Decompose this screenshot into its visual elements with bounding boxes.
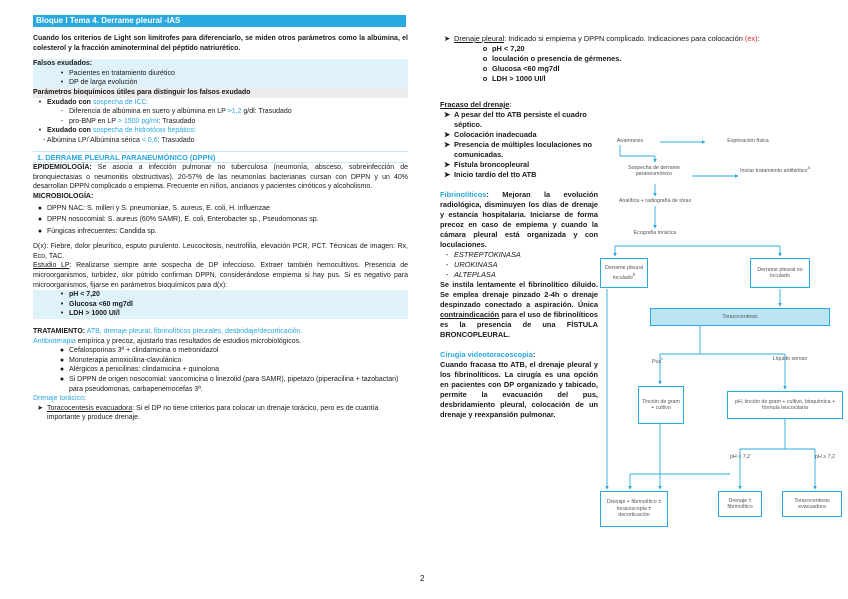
flow-ecografia: Ecografía torácica	[633, 230, 677, 236]
cirugia-paragraph: Cuando fracasa tto ATB, el drenaje pleural y los fibrinolíticos. La cirugía es una opción en pacientes con DP organizado y tabicado, permite la evacuación del pus, desbridamiento pleural, colocación de un drenaje y reexpansión pulmonar.	[440, 360, 598, 419]
falsos-title: Falsos exudados:	[33, 60, 93, 68]
flow-ph-ge: pH ≥ 7,2	[815, 454, 835, 460]
hep-heading: • Exudado con sospecha de hidrotórax hepático:	[38, 127, 197, 135]
list-item: ● Monoterapia amoxicilina-clavulánico	[59, 356, 182, 364]
list-item: ➤ Inicio tardío del tto ATB	[443, 170, 537, 179]
list-item: - Diferencia de albúmina en suero y albúmina en LP >1,2 g/dl: Trasudado	[60, 108, 292, 116]
flow-anamnesis: Anamnesis	[616, 138, 644, 144]
fracaso-title: Fracaso del drenaje:	[440, 100, 512, 109]
bioquimica-block	[33, 290, 408, 319]
list-item: ● DPPN nosocomial: S. aureus (60% SAMR), E. coli, Enterobacter sp., Pseudomonas sp.	[37, 216, 319, 224]
flow-ph-box: pH, tinción de gram + cultivo, bioquímica + fórmula leucocitaria	[727, 391, 843, 419]
right-narrow-column	[440, 100, 598, 420]
parametros-title: Parámetros bioquímicos útiles para distinguir los falsos exudado	[33, 88, 408, 98]
flow-loculado: Derrame pleural loculado$^b$	[600, 258, 648, 288]
estudio-paragraph: Estudio LP: Realizarse siempre ante sospecha de DP infeccioso. Extraer también hemocultivos. Presencia de microorganismos, turbidez, olor pútrido confirman DPPN, considerándose empiema si hay pus. Si es negativo para microorganismos, fijarse en parámetros bioquímicos para d(x):	[33, 262, 409, 289]
list-item: ● Fúngicas infrecuentes: Candida sp.	[37, 227, 157, 235]
flow-exploracion: Exploración física	[727, 138, 769, 144]
list-item: ● Alérgicos a penicilinas: clindamicina + quinolona	[59, 366, 220, 374]
list-item: - ESTREPTOKINASA	[445, 250, 521, 259]
epidemiologia-paragraph: EPIDEMIOLOGÍA: Se asocia a infección pulmonar no tuberculosa (neumonía, absceso, sobreinfección de bronquiectasias o neumonitis obstructivas). 20-57% de las neumonías bacterianas cursan con DPPN y un 40% desarrollan DPPN complicado o empiema. Frecuente en niños, ancianos y pacientes cirróticos y alcoholismo.	[33, 164, 408, 191]
list-item: o Glucosa <60 mg7dl	[482, 64, 560, 73]
list-item: o loculación o presencia de gérmenes.	[482, 54, 622, 63]
cirugia-title: Cirugía videotoracoscopia:	[440, 350, 536, 359]
page-title: Bloque I Tema 4. Derrame pleural -IAS	[33, 15, 406, 27]
drenaje-pleural-item: ➤ Drenaje pleural: Indicado si empiema y DPPN complicado. Indicaciones para colocación (ex):	[443, 34, 760, 43]
list-item: ➤ Toracocentesis evacuadora: Si el DP no tiene criterios para colocar un drenaje torácico, pero es de cuantía importante y produce drenaje.	[37, 404, 379, 422]
flow-pus: Pus$^c$	[652, 356, 664, 365]
falsos-exudados-block	[33, 59, 408, 88]
flowchart-arrows	[600, 134, 845, 544]
list-item: - ALTEPLASA	[445, 270, 496, 279]
list-item: ➤ Fístula broncopleural	[443, 160, 530, 169]
flow-analitica: Analítica + radiografía de tórax	[618, 198, 692, 204]
list-item: ➤ Presencia de múltiples loculaciones no comunicadas.	[443, 140, 593, 159]
list-item: - UROKINASA	[445, 260, 498, 269]
left-column	[33, 34, 408, 423]
list-item: • LDH > 1000 UI/l	[60, 310, 120, 318]
microbiologia-title: MICROBIOLOGÍA:	[33, 192, 94, 200]
diagnostic-flowchart	[600, 134, 845, 544]
flow-no-loculado: Derrame pleural no loculado	[750, 258, 810, 288]
tratamiento-paragraph: TRATAMIENTO: ATB, drenaje pleural, fibrinolíticos pleurales, desbridaje/decorticación.	[33, 328, 303, 336]
intro-paragraph: Cuando los criterios de Light son limítrofes para diferenciarlo, se miden otros parámetros como la albúmina, el colesterol y la fracción aminoterminal del péptido natriurético.	[33, 35, 408, 52]
list-item: • pH < 7,20	[60, 291, 100, 299]
flow-ph-lt: pH < 7,2	[729, 454, 751, 460]
page-number: 2	[420, 574, 425, 583]
flow-toracocentesis: Toracocentesis	[650, 308, 830, 326]
list-item: • Pacientes en tratamiento diurético	[60, 69, 175, 77]
fibrinoliticos-paragraph-2: Se instila lentamente el fibrinolítico diluido. Se emplea drenaje pinzado 2-4h o drenaje despinzado conectado a aspiración. Única contraindicación para el uso de fibrinolíticos es la presencia de una FÍSTULA BRONCOPLEURAL.	[440, 280, 598, 339]
list-item: o pH < 7,20	[482, 44, 525, 53]
flow-tincion: Tinción de gram + cultivo	[638, 386, 684, 424]
drenaje-toracico-title: Drenaje torácico:	[33, 395, 86, 403]
list-item: ➤ Colocación inadecuada	[443, 130, 537, 139]
flow-sospecha: Sospecha de derrame paraneumónico	[627, 165, 681, 178]
flow-iniciar: Iniciar tratamiento antibiótico$^a$	[740, 165, 810, 174]
fibrinoliticos-paragraph: Fibrinolíticos: Mejoran la evolución radiológica, disminuyen los días de drenaje y estancia hospitalaria. Iniciarse de forma precoz en caso de empiema y cuando la cámara pleural está organizada y con loculaciones.	[440, 190, 598, 249]
list-item: ➤ A pesar del tto ATB persiste el cuadro séptico.	[443, 110, 587, 129]
list-item: ● Si DPPN de origen nosocomial: vancomicina o linezolid (para SAMR), pipetazo (piperacilina + tazobactan) para pseudomonas, carbapenemocefas 3ª.	[59, 376, 399, 393]
flow-liquido: Líquido seroso	[772, 356, 808, 362]
list-item: - pro-BNP en LP > 1500 pg/ml: Trasudado	[60, 117, 196, 125]
flow-out-drenaje: Drenaje ± fibrinolítico	[718, 491, 762, 517]
list-item: ● DPPN NAC: S. milleri y S. pneumoniae, S. aureus, E. coli, H. influenzae	[37, 204, 270, 212]
flow-out-drenaje-fibrinolitico: Drenaje + fibrinolítico ± toracoscopia ± decorticación	[600, 491, 668, 527]
icc-heading: • Exudado con sospecha de ICC:	[38, 98, 149, 106]
list-item: ● Cefalosporinas 3ª + clindamicina o metronidazol	[59, 347, 219, 355]
list-item: - Albúmina LP/ Albúmina sérica < 0,6: Trasudado	[43, 136, 195, 144]
section-heading: 1. DERRAME PLEURAL PARANEUMÓNICO (DPPN)	[33, 151, 408, 164]
list-item: o LDH > 1000 UI/l	[482, 74, 546, 83]
dx-paragraph: D(x): Fiebre, dolor pleurítico, esputo purulento. Leucocitosis, neutrofilia, elevación PCR, PCT. Técnicas de imagen: Rx, Eco, TAC.	[33, 243, 408, 260]
antibioterapia-paragraph: Antibioterapia empírica y precoz, ajustarlo tras resultados de estudios microbiológicos.	[33, 337, 302, 345]
flow-out-toracocentesis: Toracocentesis evacuadora	[782, 491, 842, 517]
list-item: • Glucosa <60 mg7dl	[60, 300, 133, 308]
list-item: • DP de larga evolución	[60, 79, 138, 87]
